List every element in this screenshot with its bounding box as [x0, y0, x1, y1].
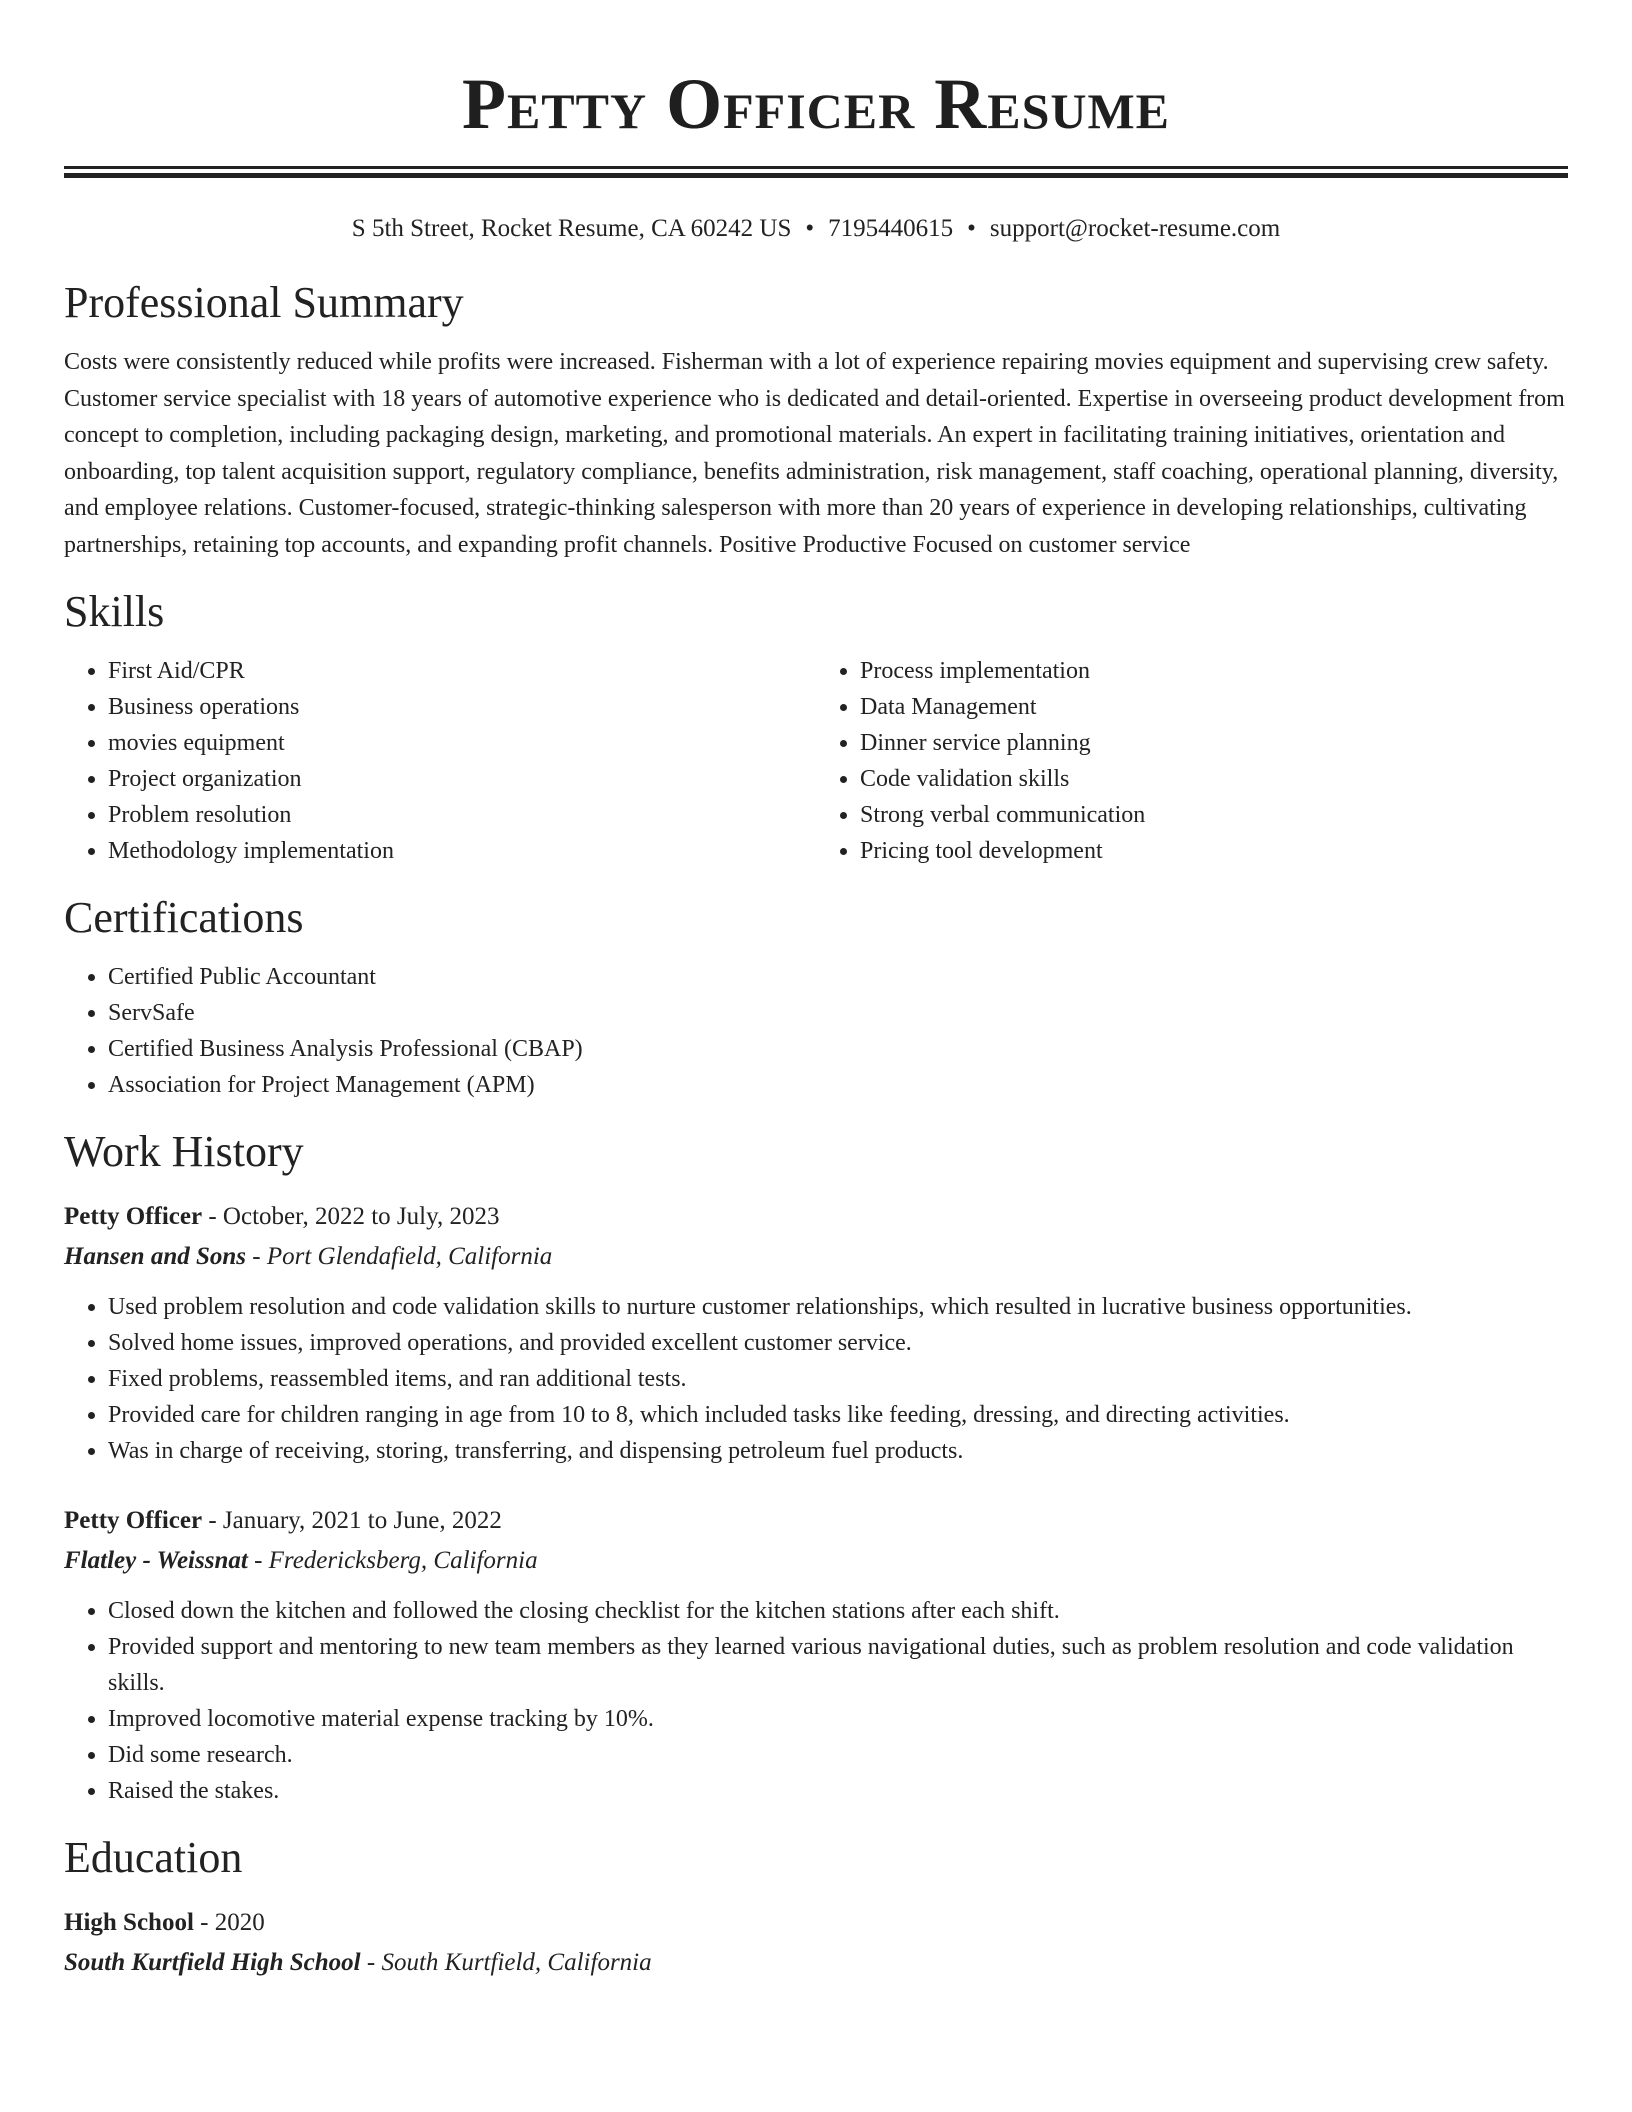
skill-item: • Process implementation: [860, 653, 1568, 689]
job-duties: [64, 1289, 1568, 1469]
education-year: - 2020: [193, 1909, 265, 1936]
job-duty: • Provided support and mentoring to new team members as they learned various navigational duties, such as problem resolution and code validation skills.: [108, 1629, 1568, 1701]
summary-heading: Professional Summary: [64, 278, 464, 327]
job-company-line: [64, 1237, 1568, 1277]
skill-item: • Code validation skills: [860, 761, 1568, 797]
job-title: Petty Officer: [64, 1203, 203, 1230]
contact-separator: •: [805, 215, 815, 242]
job-company-line: [64, 1541, 1568, 1581]
job-entry: [64, 1501, 1568, 1809]
job-duty: • Improved locomotive material expense tracking by 10%.: [108, 1701, 1568, 1737]
education-location: - South Kurtfield, California: [360, 1949, 652, 1976]
job-duty: • Closed down the kitchen and followed the closing checklist for the kitchen stations after each shift.: [108, 1593, 1568, 1629]
job-title-line: [64, 1197, 1568, 1237]
job-dates: - October, 2022 to July, 2023: [202, 1203, 500, 1230]
skills-column-left: [64, 653, 816, 869]
job-dates: - January, 2021 to June, 2022: [202, 1507, 502, 1534]
certification-item: • ServSafe: [108, 995, 1568, 1031]
skill-item: • Strong verbal communication: [860, 797, 1568, 833]
certifications-list: [64, 959, 1568, 1103]
contact-separator: •: [967, 215, 976, 242]
skill-item: • Methodology implementation: [108, 833, 816, 869]
resume-title: Petty Officer Resume: [461, 64, 1171, 144]
summary-text: Costs were consistently reduced while profits were increased. Fisherman with a lot of experience repairing movies equipment and supervising crew safety. Customer service specialist with 18 years of automotive experience who is dedicated and detail-oriented. Expertise in overseeing product development from concept to completion, including packaging design, marketing, and promotional materials. An expert in facilitating training initiatives, orientation and onboarding, top talent acquisition support, regulatory compliance, benefits administration, risk management, staff coaching, operational planning, diversity, and employee relations. Customer-focused, strategic-thinking salesperson with more than 20 years of experience in developing relationships, cultivating partnerships, retaining top accounts, and expanding profit channels. Positive Productive Focused on customer service: [64, 349, 1565, 558]
education-entry: [64, 1903, 1568, 1983]
job-duty: • Was in charge of receiving, storing, transferring, and dispensing petroleum fuel products.: [108, 1433, 1568, 1469]
job-duties: [64, 1593, 1568, 1809]
education-school: South Kurtfield High School: [64, 1949, 361, 1976]
job-company: Hansen and Sons: [64, 1243, 247, 1270]
skill-item: • Dinner service planning: [860, 725, 1568, 761]
education-degree: High School: [64, 1909, 194, 1936]
job-title-line: [64, 1501, 1568, 1541]
skill-item: • Project organization: [108, 761, 816, 797]
job-duty: • Provided care for children ranging in age from 10 to 8, which included tasks like feeding, dressing, and directing activities.: [108, 1397, 1568, 1433]
contact-line: [64, 212, 1568, 246]
work-history-heading: Work History: [64, 1127, 304, 1176]
job-title: Petty Officer: [64, 1507, 203, 1534]
title-divider: [64, 166, 1568, 178]
skills-list: [64, 653, 1568, 869]
skill-item: • Business operations: [108, 689, 816, 725]
skills-heading: Skills: [64, 587, 165, 636]
contact-address: S 5th Street, Rocket Resume, CA 60242 US: [351, 215, 792, 242]
education-degree-line: [64, 1903, 1568, 1943]
skill-item: • Data Management: [860, 689, 1568, 725]
job-entry: [64, 1197, 1568, 1469]
skill-item: • movies equipment: [108, 725, 816, 761]
certification-item: • Certified Public Accountant: [108, 959, 1568, 995]
skill-item: • Pricing tool development: [860, 833, 1568, 869]
job-duty: • Used problem resolution and code validation skills to nurture customer relationships, which resulted in lucrative business opportunities.: [108, 1289, 1568, 1325]
education-heading: Education: [64, 1833, 243, 1882]
certification-item: • Association for Project Management (APM): [108, 1067, 1568, 1103]
contact-email: support@rocket-resume.com: [989, 215, 1281, 242]
certification-item: • Certified Business Analysis Professional (CBAP): [108, 1031, 1568, 1067]
certifications-heading: Certifications: [64, 893, 304, 942]
education-school-line: [64, 1943, 1568, 1983]
job-duty: • Solved home issues, improved operations, and provided excellent customer service.: [108, 1325, 1568, 1361]
skill-item: • Problem resolution: [108, 797, 816, 833]
job-company: Flatley - Weissnat: [64, 1547, 248, 1574]
skill-item: • First Aid/CPR: [108, 653, 816, 689]
job-duty: • Fixed problems, reassembled items, and ran additional tests.: [108, 1361, 1568, 1397]
job-duty: • Did some research.: [108, 1737, 1568, 1773]
skills-column-right: [816, 653, 1568, 869]
job-location: - Port Glendafield, California: [246, 1243, 553, 1270]
job-duty: • Raised the stakes.: [108, 1773, 1568, 1809]
contact-phone: 7195440615: [828, 215, 954, 242]
job-location: - Fredericksberg, California: [247, 1547, 538, 1574]
